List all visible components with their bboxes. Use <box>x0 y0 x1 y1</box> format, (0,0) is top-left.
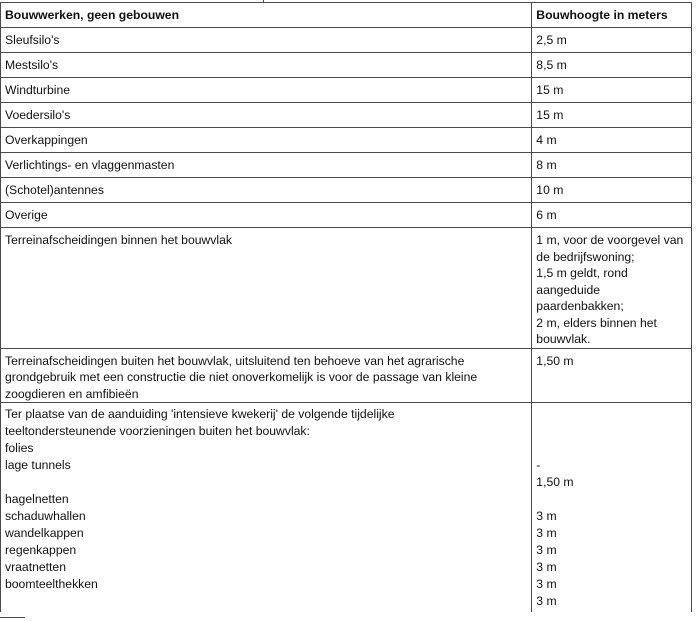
row-label: Overkappingen <box>1 128 532 153</box>
intro-line: teeltondersteunende voorzieningen buiten het bouwvlak: <box>5 424 310 438</box>
row-label-multiline <box>1 403 532 613</box>
intro-line: Ter plaatse van de aanduiding 'intensieve kwekerij' de volgende tijdelijke <box>5 407 395 421</box>
row-label: Mestsilo's <box>1 53 532 78</box>
row-label: (Schotel)antennes <box>1 178 532 203</box>
label-line: Terreinafscheidingen buiten het bouwvlak, uitsluitend ten behoeve van het agrarische <box>5 353 465 368</box>
value-line: 3 m <box>536 543 557 557</box>
list-item: wandelkappen <box>5 526 84 540</box>
table-row <box>1 128 692 153</box>
table-row-intensieve-kwekerij <box>1 403 692 613</box>
header-cell-height: Bouwhoogte in meters <box>532 3 692 28</box>
table-row <box>1 78 692 103</box>
value-line: paardenbakken; <box>536 299 624 313</box>
label-line: grondgebruik met een constructie die niet onoverkomelijk is voor de passage van kleine <box>5 370 478 384</box>
value-line: aangeduide <box>536 282 601 297</box>
table-header-row <box>1 3 692 28</box>
row-label: Verlichtings- en vlaggenmasten <box>1 153 532 178</box>
row-value: 8,5 m <box>532 53 692 78</box>
building-heights-table <box>0 2 692 612</box>
spacer <box>5 474 526 491</box>
value-line: - <box>536 458 541 472</box>
row-value-multiline <box>532 228 692 349</box>
table-row <box>1 28 692 53</box>
table-row-terrein-buiten <box>1 348 692 403</box>
value-line: 1,50 m <box>536 475 574 489</box>
value-line: 3 m <box>536 509 557 523</box>
list-item: regenkappen <box>5 543 77 557</box>
row-label: Overige <box>1 203 532 228</box>
row-value: 6 m <box>532 203 692 228</box>
value-line: 3 m <box>536 577 557 591</box>
table-row <box>1 103 692 128</box>
row-value: 2,5 m <box>532 28 692 53</box>
list-item: lage tunnels <box>5 458 71 472</box>
table-row-terrein-binnen <box>1 228 692 349</box>
table-edge-line-bottom <box>0 617 25 618</box>
spacer <box>536 406 686 457</box>
row-label: Windturbine <box>1 78 532 103</box>
label-line: zoogdieren en amfibieën <box>5 386 139 401</box>
table-row <box>1 178 692 203</box>
table-row <box>1 53 692 78</box>
row-label: Terreinafscheidingen binnen het bouwvlak <box>1 228 532 349</box>
row-value-multiline <box>532 403 692 613</box>
value-line: bouwvlak. <box>536 332 591 346</box>
table-row <box>1 153 692 178</box>
list-item: boomteelthekken <box>5 577 98 591</box>
value-line: 3 m <box>536 526 557 540</box>
row-value: 1,50 m <box>532 348 692 403</box>
value-line: 1 m, voor de voorgevel van <box>536 233 684 247</box>
row-value: 15 m <box>532 103 692 128</box>
row-value: 15 m <box>532 78 692 103</box>
row-value: 10 m <box>532 178 692 203</box>
spacer <box>536 491 686 508</box>
row-label-multiline <box>1 348 532 403</box>
header-cell-structures: Bouwwerken, geen gebouwen <box>1 3 532 28</box>
list-item: vraatnetten <box>5 560 66 574</box>
row-label: Sleufsilo's <box>1 28 532 53</box>
row-value: 8 m <box>532 153 692 178</box>
value-line: 3 m <box>536 560 557 574</box>
value-line: de bedrijfswoning; <box>536 249 635 264</box>
row-label: Voedersilo's <box>1 103 532 128</box>
list-item: folies <box>5 441 34 455</box>
value-line: 3 m <box>536 594 557 608</box>
list-item: hagelnetten <box>5 492 69 506</box>
list-item: schaduwhallen <box>5 509 86 523</box>
table-row <box>1 203 692 228</box>
row-value: 4 m <box>532 128 692 153</box>
value-line: 2 m, elders binnen het <box>536 315 657 330</box>
value-line: 1,5 m geldt, rond <box>536 266 628 280</box>
